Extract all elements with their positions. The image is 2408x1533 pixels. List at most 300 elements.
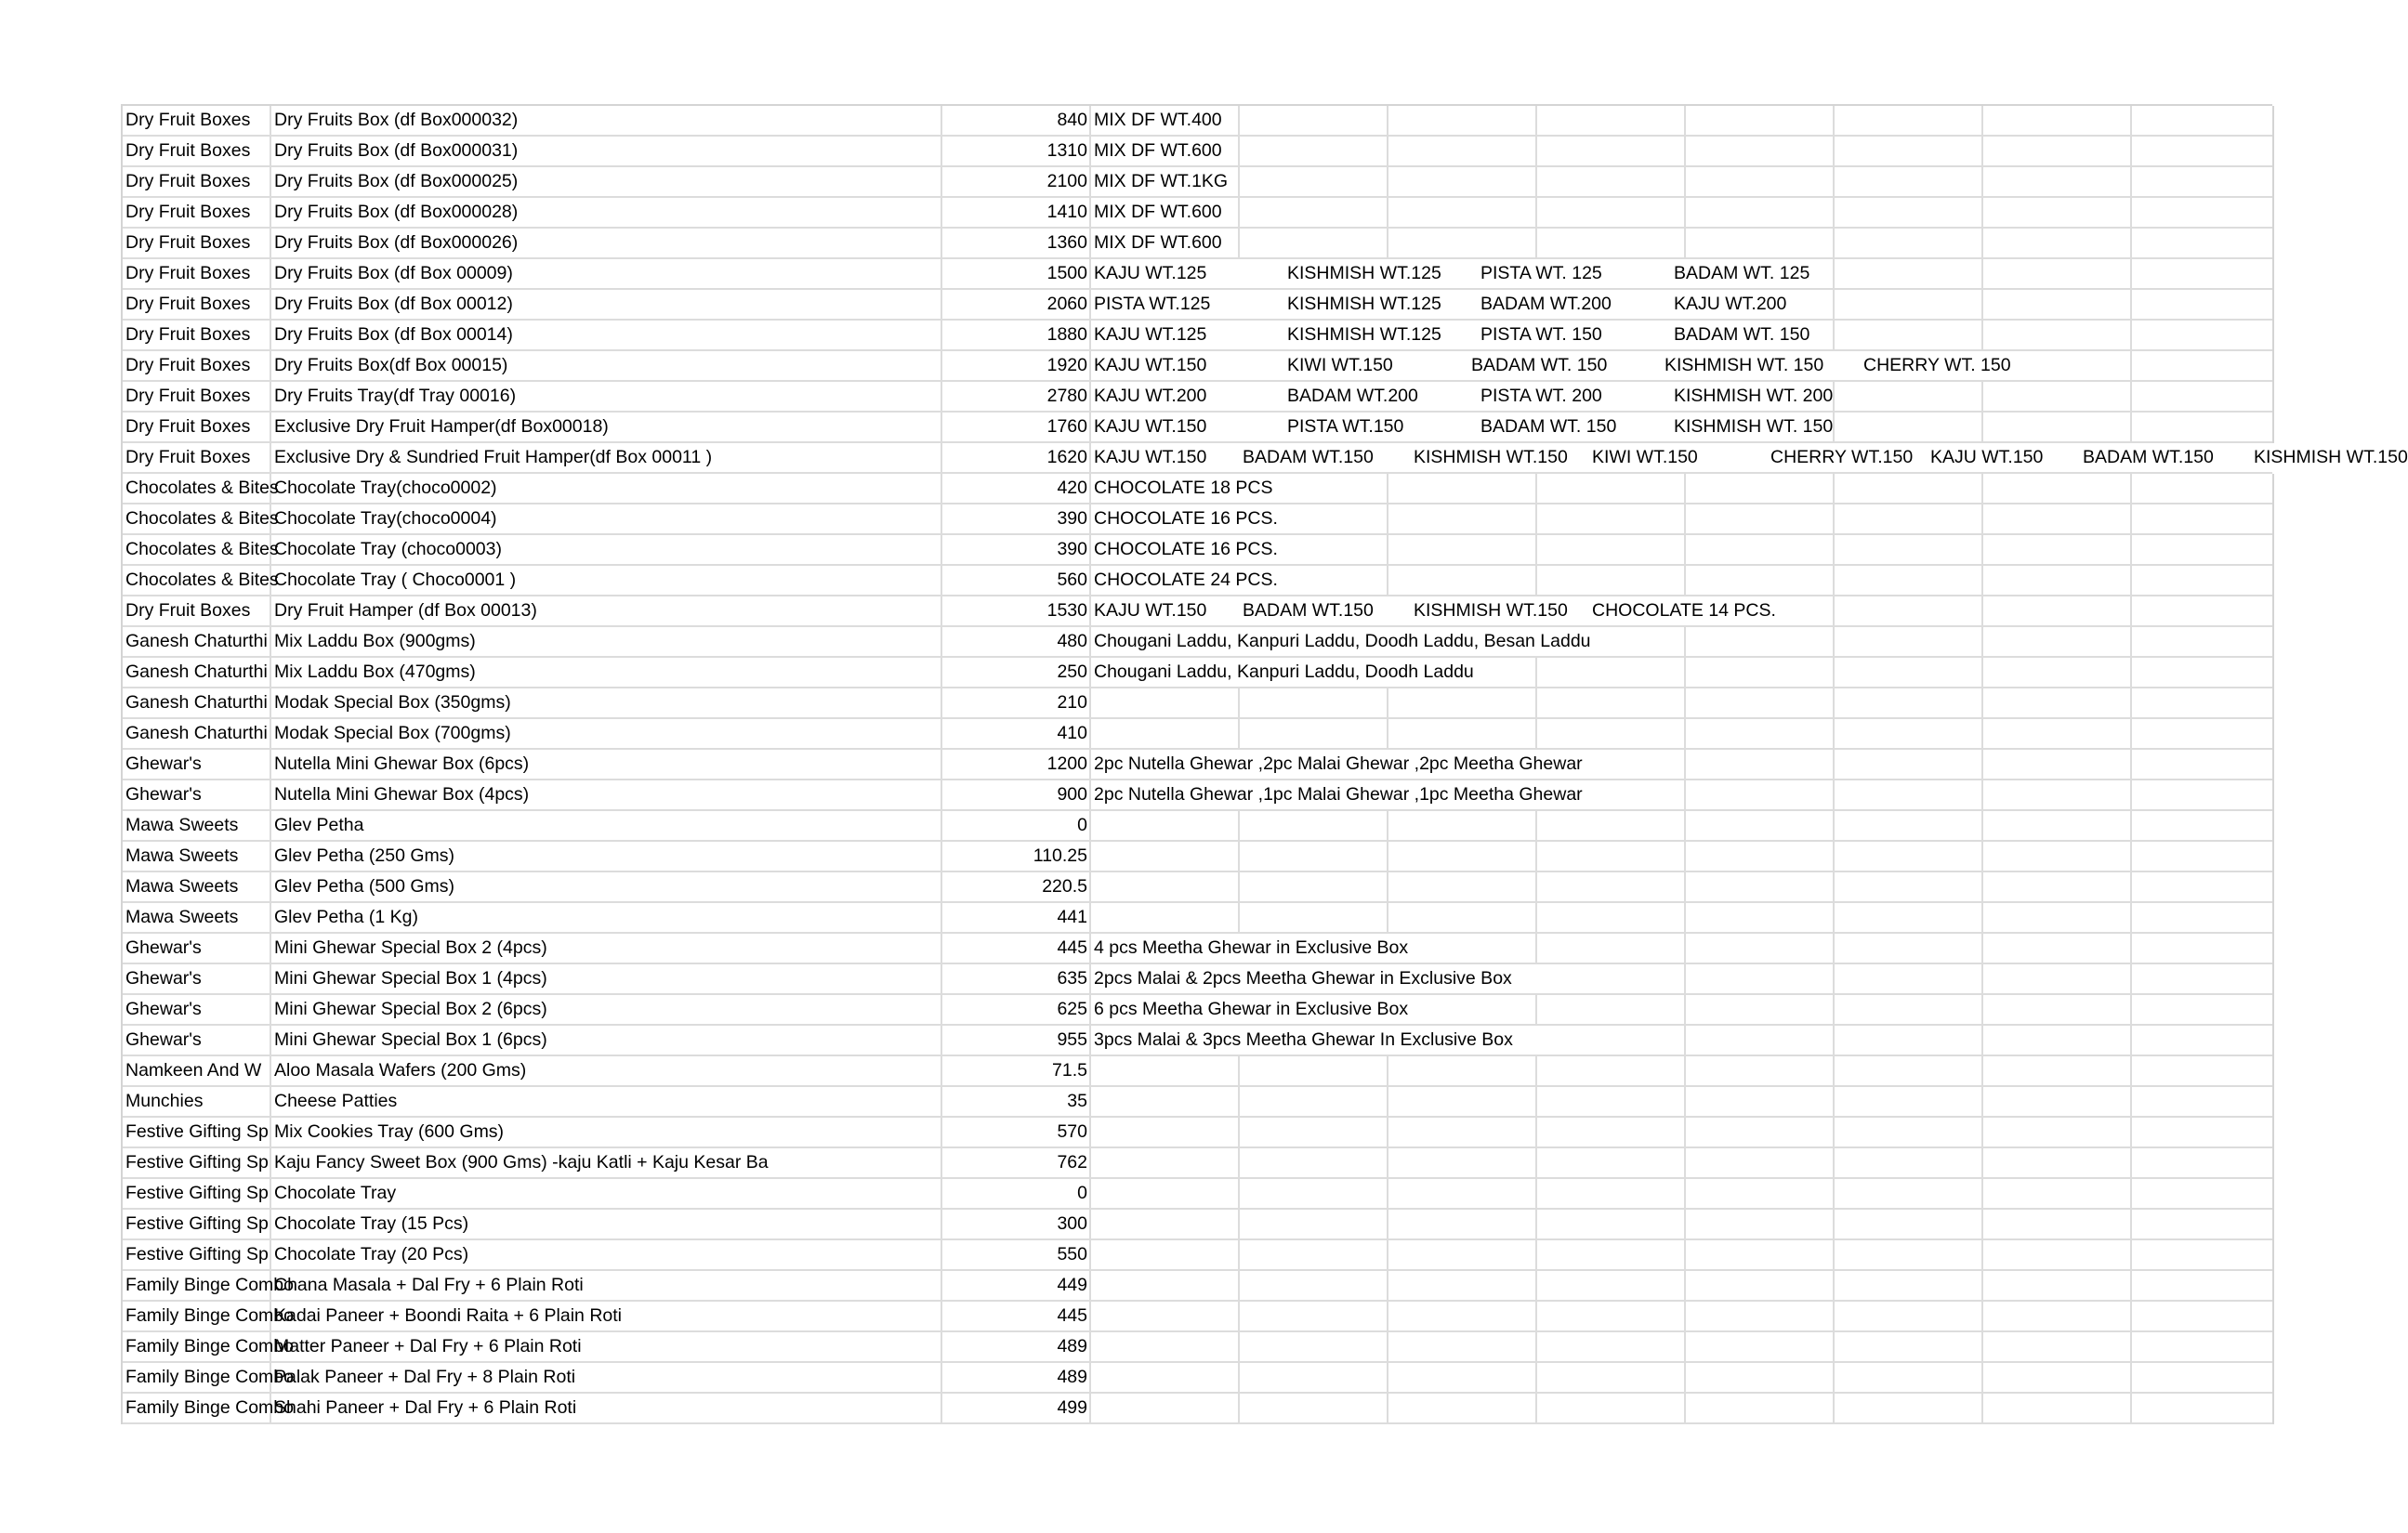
grid-line: [1684, 811, 1686, 842]
table-right-border: [2272, 198, 2274, 229]
category-cell: Dry Fruit Boxes: [125, 110, 251, 130]
grid-line: [2130, 106, 2132, 137]
category-cell: Dry Fruit Boxes: [125, 140, 251, 161]
category-cell: Dry Fruit Boxes: [125, 324, 251, 345]
grid-line: [1535, 504, 1537, 535]
grid-line: [2130, 934, 2132, 964]
product-cell: Chocolate Tray (choco0003): [274, 539, 502, 559]
grid-line: [1981, 1302, 1983, 1332]
table-row: [123, 842, 2272, 872]
grid-line: [2130, 167, 2132, 198]
grid-line: [1238, 1087, 1240, 1118]
table-right-border: [2272, 719, 2274, 750]
grid-line: [1981, 106, 1983, 137]
detail-cell: BADAM WT.150: [1243, 447, 1374, 467]
grid-line: [1238, 1302, 1240, 1332]
grid-line: [1981, 1056, 1983, 1087]
detail-cell: MIX DF WT.600: [1094, 232, 1222, 253]
grid-line: [1833, 1179, 1835, 1210]
category-cell: Ganesh Chaturthi: [125, 662, 268, 682]
grid-line: [1833, 1302, 1835, 1332]
spreadsheet-table: [121, 104, 2408, 1424]
grid-line: [1833, 780, 1835, 811]
grid-line: [1833, 1118, 1835, 1148]
grid-line: [1981, 872, 1983, 903]
grid-line: [1684, 934, 1686, 964]
category-cell: Family Binge Combo: [125, 1367, 294, 1387]
detail-cell: KIWI WT.150: [1592, 447, 1698, 467]
table-row: [123, 198, 2272, 229]
category-cell: Dry Fruit Boxes: [125, 232, 251, 253]
grid-line: [1684, 627, 1686, 658]
table-row: [123, 382, 2272, 413]
grid-line: [1833, 1148, 1835, 1179]
table-row: [123, 1302, 2272, 1332]
grid-line: [1535, 934, 1537, 964]
price-cell: 390: [1057, 508, 1087, 529]
grid-line: [1684, 137, 1686, 167]
category-cell: Family Binge Combo: [125, 1275, 294, 1295]
grid-line: [1535, 474, 1537, 504]
grid-line: [1238, 1240, 1240, 1271]
grid-line: [1684, 1179, 1686, 1210]
grid-line: [1535, 198, 1537, 229]
grid-line: [2130, 566, 2132, 596]
grid-line: [2130, 1179, 2132, 1210]
detail-cell: KAJU WT.150: [1094, 355, 1207, 375]
price-cell: 840: [1057, 110, 1087, 130]
product-cell: Glev Petha (500 Gms): [274, 876, 454, 897]
grid-line: [2130, 995, 2132, 1026]
price-cell: 445: [1057, 1305, 1087, 1326]
table-row: [123, 1394, 2272, 1424]
grid-line: [1387, 137, 1388, 167]
grid-line: [1981, 321, 1983, 351]
detail-cell: PISTA WT.125: [1094, 294, 1211, 314]
grid-line: [2130, 321, 2132, 351]
grid-line: [1981, 1240, 1983, 1271]
detail-cell: KIWI WT.150: [1287, 355, 1393, 375]
grid-line: [1833, 903, 1835, 934]
table-right-border: [2272, 842, 2274, 872]
grid-line: [1981, 934, 1983, 964]
grid-line: [1833, 1056, 1835, 1087]
grid-line: [1535, 1302, 1537, 1332]
category-cell: Mawa Sweets: [125, 907, 239, 927]
grid-line: [2130, 1240, 2132, 1271]
detail-cell: BADAM WT. 150: [1480, 416, 1617, 437]
grid-line: [1833, 719, 1835, 750]
price-cell: 0: [1077, 1183, 1087, 1203]
detail-cell: KISHMISH WT.150: [2254, 447, 2408, 467]
grid-line: [1833, 259, 1835, 290]
grid-line: [2130, 780, 2132, 811]
table-right-border: [2272, 1179, 2274, 1210]
price-cell: 390: [1057, 539, 1087, 559]
grid-line: [1981, 1148, 1983, 1179]
category-cell: Munchies: [125, 1091, 204, 1111]
grid-line: [1684, 750, 1686, 780]
grid-line: [1238, 1210, 1240, 1240]
grid-line: [1684, 1026, 1686, 1056]
grid-line: [1981, 382, 1983, 413]
table-row: [123, 259, 2272, 290]
product-cell: Dry Fruits Box (df Box 00014): [274, 324, 513, 345]
grid-line: [1981, 688, 1983, 719]
grid-line: [2130, 535, 2132, 566]
detail-cell: MIX DF WT.600: [1094, 140, 1222, 161]
grid-line: [1238, 842, 1240, 872]
grid-line: [2130, 811, 2132, 842]
table-right-border: [2272, 596, 2274, 627]
grid-line: [1387, 167, 1388, 198]
product-cell: Aloo Masala Wafers (200 Gms): [274, 1060, 527, 1081]
price-cell: 955: [1057, 1029, 1087, 1050]
grid-line: [1684, 229, 1686, 259]
price-cell: 35: [1067, 1091, 1087, 1111]
grid-line: [1833, 566, 1835, 596]
category-cell: Dry Fruit Boxes: [125, 386, 251, 406]
grid-line: [1833, 1332, 1835, 1363]
grid-line: [1981, 596, 1983, 627]
table-row: [123, 811, 2272, 842]
table-row: [123, 443, 2408, 474]
table-row: [123, 1026, 2272, 1056]
detail-cell: PISTA WT. 200: [1480, 386, 1602, 406]
table-right-border: [2272, 658, 2274, 688]
table-right-border: [2272, 811, 2274, 842]
category-cell: Chocolates & Bites: [125, 508, 279, 529]
grid-line: [1684, 995, 1686, 1026]
category-cell: Ghewar's: [125, 999, 202, 1019]
grid-line: [1833, 872, 1835, 903]
category-cell: Festive Gifting Sp: [125, 1152, 269, 1173]
grid-line: [1833, 1026, 1835, 1056]
table-right-border: [2272, 259, 2274, 290]
grid-line: [1387, 1363, 1388, 1394]
table-row: [123, 780, 2272, 811]
table-right-border: [2272, 964, 2274, 995]
product-cell: Modak Special Box (350gms): [274, 692, 511, 713]
grid-line: [1833, 1271, 1835, 1302]
table-right-border: [2272, 1148, 2274, 1179]
table-right-border: [2272, 1363, 2274, 1394]
detail-cell: KISHMISH WT.125: [1287, 324, 1441, 345]
table-right-border: [2272, 780, 2274, 811]
table-row: [123, 688, 2272, 719]
product-cell: Dry Fruits Box (df Box000028): [274, 202, 519, 222]
grid-line: [1684, 842, 1686, 872]
grid-line: [1833, 627, 1835, 658]
table-right-border: [2272, 137, 2274, 167]
grid-line: [1981, 1271, 1983, 1302]
grid-line: [2130, 1332, 2132, 1363]
grid-line: [2130, 842, 2132, 872]
grid-line: [1535, 106, 1537, 137]
grid-line: [1535, 1240, 1537, 1271]
product-cell: Chocolate Tray(choco0004): [274, 508, 497, 529]
category-cell: Mawa Sweets: [125, 845, 239, 866]
table-row: [123, 106, 2272, 137]
grid-line: [2130, 1087, 2132, 1118]
grid-line: [1684, 1148, 1686, 1179]
detail-cell: 2pc Nutella Ghewar ,2pc Malai Ghewar ,2pc Meetha Ghewar: [1094, 753, 1583, 774]
grid-line: [1981, 903, 1983, 934]
price-cell: 2780: [1046, 386, 1087, 406]
table-row: [123, 535, 2272, 566]
detail-cell: KAJU WT.200: [1094, 386, 1207, 406]
category-cell: Ghewar's: [125, 753, 202, 774]
category-cell: Ghewar's: [125, 937, 202, 958]
product-cell: Dry Fruits Box(df Box 00015): [274, 355, 508, 375]
grid-line: [1387, 1271, 1388, 1302]
grid-line: [1387, 1118, 1388, 1148]
grid-line: [1684, 1087, 1686, 1118]
grid-line: [1981, 167, 1983, 198]
table-right-border: [2272, 1240, 2274, 1271]
detail-cell: CHOCOLATE 16 PCS.: [1094, 539, 1278, 559]
detail-cell: KAJU WT.150: [1094, 416, 1207, 437]
category-cell: Ganesh Chaturthi: [125, 692, 268, 713]
product-cell: Glev Petha (250 Gms): [274, 845, 454, 866]
grid-line: [1833, 137, 1835, 167]
detail-cell: BADAM WT.200: [1480, 294, 1612, 314]
grid-line: [1833, 198, 1835, 229]
product-cell: Exclusive Dry & Sundried Fruit Hamper(df Box 00011 ): [274, 447, 713, 467]
grid-line: [1833, 106, 1835, 137]
price-cell: 900: [1057, 784, 1087, 805]
price-cell: 210: [1057, 692, 1087, 713]
grid-line: [1981, 658, 1983, 688]
detail-cell: Chougani Laddu, Kanpuri Laddu, Doodh Laddu, Besan Laddu: [1094, 631, 1591, 651]
price-cell: 300: [1057, 1213, 1087, 1234]
table-right-border: [2272, 1026, 2274, 1056]
price-cell: 625: [1057, 999, 1087, 1019]
grid-line: [1981, 290, 1983, 321]
grid-line: [1981, 137, 1983, 167]
product-cell: Mini Ghewar Special Box 1 (6pcs): [274, 1029, 547, 1050]
grid-line: [1981, 259, 1983, 290]
price-cell: 1620: [1046, 447, 1087, 467]
category-cell: Mawa Sweets: [125, 815, 239, 835]
grid-line: [1981, 1026, 1983, 1056]
table-right-border: [2272, 627, 2274, 658]
grid-line: [2130, 750, 2132, 780]
grid-line: [2130, 1271, 2132, 1302]
category-cell: Festive Gifting Sp: [125, 1121, 269, 1142]
grid-line: [2130, 1210, 2132, 1240]
grid-line: [1387, 688, 1388, 719]
grid-line: [1387, 1148, 1388, 1179]
detail-cell: KISHMISH WT. 200: [1674, 386, 1834, 406]
price-cell: 489: [1057, 1336, 1087, 1356]
grid-line: [1535, 535, 1537, 566]
grid-line: [1238, 1056, 1240, 1087]
detail-cell: KISHMISH WT. 150: [1665, 355, 1824, 375]
grid-line: [1833, 474, 1835, 504]
grid-line: [1833, 658, 1835, 688]
grid-line: [2130, 1118, 2132, 1148]
grid-line: [1833, 535, 1835, 566]
grid-line: [2130, 259, 2132, 290]
price-cell: 410: [1057, 723, 1087, 743]
grid-line: [1833, 1363, 1835, 1394]
grid-line: [1535, 229, 1537, 259]
grid-line: [1238, 688, 1240, 719]
grid-line: [1684, 1302, 1686, 1332]
grid-line: [1833, 688, 1835, 719]
grid-line: [1833, 1087, 1835, 1118]
table-right-border: [2272, 934, 2274, 964]
grid-line: [1535, 1394, 1537, 1424]
grid-line: [1981, 1118, 1983, 1148]
grid-line: [1833, 382, 1835, 413]
detail-cell: CHOCOLATE 18 PCS: [1094, 478, 1273, 498]
product-cell: Mix Laddu Box (900gms): [274, 631, 476, 651]
grid-line: [1535, 1271, 1537, 1302]
grid-line: [1238, 137, 1240, 167]
table-right-border: [2272, 995, 2274, 1026]
grid-line: [2130, 719, 2132, 750]
table-row: [123, 167, 2272, 198]
grid-line: [1535, 1210, 1537, 1240]
table-right-border: [2272, 1056, 2274, 1087]
table-row: [123, 1332, 2272, 1363]
grid-line: [1238, 1271, 1240, 1302]
table-row: [123, 413, 2272, 443]
grid-line: [2130, 413, 2132, 443]
detail-cell: KAJU WT.200: [1674, 294, 1787, 314]
grid-line: [2130, 1363, 2132, 1394]
grid-line: [1535, 1056, 1537, 1087]
price-cell: 1310: [1046, 140, 1087, 161]
grid-line: [1981, 719, 1983, 750]
price-cell: 445: [1057, 937, 1087, 958]
grid-line: [1981, 229, 1983, 259]
grid-line: [1981, 780, 1983, 811]
product-cell: Chocolate Tray (15 Pcs): [274, 1213, 469, 1234]
detail-cell: BADAM WT. 150: [1674, 324, 1810, 345]
grid-line: [1535, 1179, 1537, 1210]
price-cell: 1920: [1046, 355, 1087, 375]
grid-line: [1238, 1332, 1240, 1363]
price-cell: 2060: [1046, 294, 1087, 314]
grid-line: [1981, 995, 1983, 1026]
detail-cell: PISTA WT. 150: [1480, 324, 1602, 345]
table-row: [123, 1056, 2272, 1087]
detail-cell: KAJU WT.125: [1094, 324, 1207, 345]
table-right-border: [2272, 351, 2274, 382]
category-cell: Dry Fruit Boxes: [125, 171, 251, 191]
grid-line: [1238, 1118, 1240, 1148]
detail-cell: KISHMISH WT.125: [1287, 294, 1441, 314]
grid-line: [2130, 1302, 2132, 1332]
table-right-border: [2272, 106, 2274, 137]
detail-cell: MIX DF WT.1KG: [1094, 171, 1229, 191]
category-cell: Festive Gifting Sp: [125, 1183, 269, 1203]
price-cell: 489: [1057, 1367, 1087, 1387]
product-cell: Kadai Paneer + Boondi Raita + 6 Plain Roti: [274, 1305, 622, 1326]
grid-line: [1535, 1363, 1537, 1394]
table-row: [123, 1240, 2272, 1271]
category-cell: Dry Fruit Boxes: [125, 600, 251, 621]
product-cell: Dry Fruits Box (df Box000025): [274, 171, 519, 191]
grid-line: [1684, 780, 1686, 811]
detail-cell: KAJU WT.150: [1094, 447, 1207, 467]
table-row: [123, 321, 2272, 351]
grid-line: [1833, 321, 1835, 351]
table-right-border: [2272, 535, 2274, 566]
table-row: [123, 1271, 2272, 1302]
grid-line: [1238, 811, 1240, 842]
product-cell: Nutella Mini Ghewar Box (6pcs): [274, 753, 530, 774]
grid-line: [1684, 1056, 1686, 1087]
detail-cell: KAJU WT.150: [1094, 600, 1207, 621]
price-cell: 420: [1057, 478, 1087, 498]
grid-line: [1238, 198, 1240, 229]
grid-line: [1535, 1148, 1537, 1179]
grid-line: [2130, 627, 2132, 658]
grid-line: [2130, 1148, 2132, 1179]
product-cell: Dry Fruits Tray(df Tray 00016): [274, 386, 517, 406]
grid-line: [1833, 290, 1835, 321]
detail-cell: 3pcs Malai & 3pcs Meetha Ghewar In Exclusive Box: [1094, 1029, 1513, 1050]
category-cell: Ganesh Chaturthi: [125, 631, 268, 651]
grid-line: [1684, 688, 1686, 719]
price-cell: 499: [1057, 1397, 1087, 1418]
product-cell: Chana Masala + Dal Fry + 6 Plain Roti: [274, 1275, 584, 1295]
category-cell: Ganesh Chaturthi: [125, 723, 268, 743]
detail-cell: CHERRY WT.150: [1770, 447, 1914, 467]
detail-cell: MIX DF WT.600: [1094, 202, 1222, 222]
grid-line: [1833, 842, 1835, 872]
grid-line: [2130, 137, 2132, 167]
grid-line: [1981, 811, 1983, 842]
price-cell: 762: [1057, 1152, 1087, 1173]
category-cell: Chocolates & Bites: [125, 478, 279, 498]
product-cell: Mini Ghewar Special Box 1 (4pcs): [274, 968, 547, 989]
table-right-border: [2272, 750, 2274, 780]
grid-line: [2130, 382, 2132, 413]
product-cell: Matter Paneer + Dal Fry + 6 Plain Roti: [274, 1336, 582, 1356]
price-cell: 449: [1057, 1275, 1087, 1295]
table-right-border: [2272, 413, 2274, 443]
price-cell: 550: [1057, 1244, 1087, 1264]
grid-line: [1535, 688, 1537, 719]
detail-cell: BADAM WT. 125: [1674, 263, 1810, 283]
category-cell: Dry Fruit Boxes: [125, 263, 251, 283]
detail-cell: CHOCOLATE 14 PCS.: [1592, 600, 1776, 621]
grid-line: [1535, 1087, 1537, 1118]
table-row: [123, 566, 2272, 596]
price-cell: 220.5: [1042, 876, 1087, 897]
table-row: [123, 1363, 2272, 1394]
grid-line: [1238, 872, 1240, 903]
grid-line: [1238, 1394, 1240, 1424]
grid-line: [1684, 1271, 1686, 1302]
grid-line: [1684, 872, 1686, 903]
grid-line: [1684, 474, 1686, 504]
grid-line: [2130, 872, 2132, 903]
table-row: [123, 1087, 2272, 1118]
product-cell: Chocolate Tray (20 Pcs): [274, 1244, 469, 1264]
product-cell: Glev Petha: [274, 815, 364, 835]
product-cell: Glev Petha (1 Kg): [274, 907, 418, 927]
grid-line: [1387, 1210, 1388, 1240]
price-cell: 1530: [1046, 600, 1087, 621]
grid-line: [1833, 1394, 1835, 1424]
grid-line: [1387, 872, 1388, 903]
